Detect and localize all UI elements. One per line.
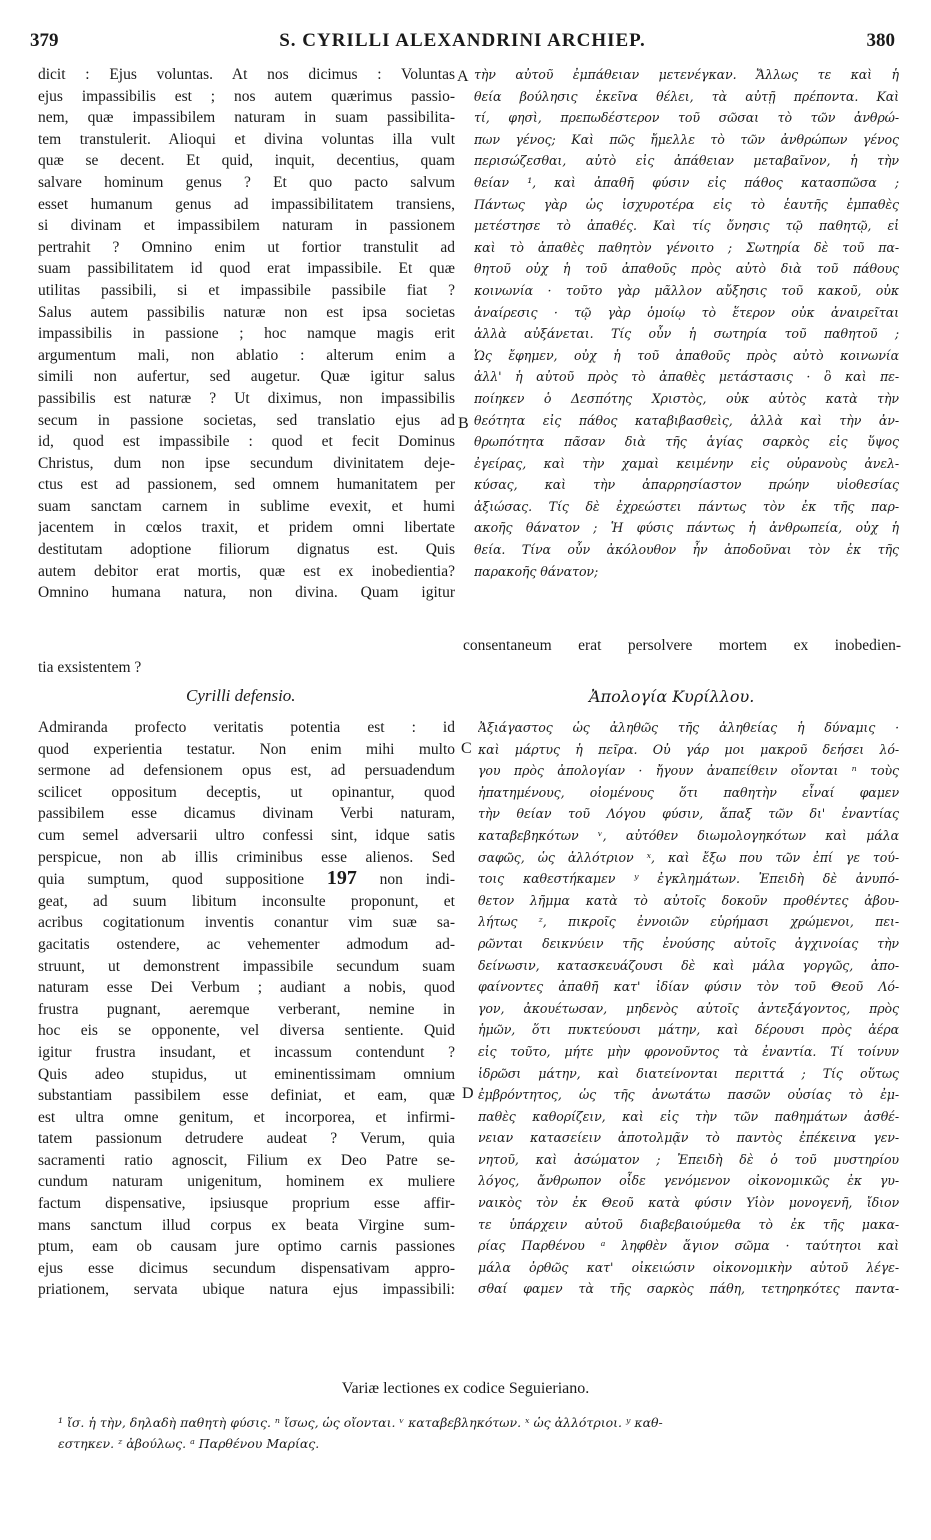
greek-column-bottom bbox=[478, 717, 899, 1300]
text-line: τὴν αὐτοῦ ἐμπάθειαν μετενέγκαν. Ἄλλως τε καὶ ἡ bbox=[474, 67, 899, 82]
text-line: autem debitor erat mortis, quæ est ex inobedientia? bbox=[38, 562, 455, 580]
text-line: κύσας, καὶ τὴν ἀπαρρησίαστον πρώην υἱοθεσίας bbox=[474, 477, 899, 493]
text-line: Πάντως γὰρ ὡς ἰσχυροτέρα εἰς τὸ ἑαυτῆς ἐμπαθὲς bbox=[474, 196, 899, 212]
text-line: perspicue, non ab illis criminibus esse alienos. Sed bbox=[38, 848, 455, 866]
text-line: suam passibilitatem id quod erat impassibile. Et quæ bbox=[38, 260, 455, 278]
text-line: πων γένος; Καὶ πῶς ἤμελλε τὸ τῶν ἀνθρώπων γένος bbox=[474, 131, 899, 147]
variae-lectiones-heading: Variæ lectiones ex codice Seguieriano. bbox=[341, 1380, 590, 1397]
text-line: impassibilis in passione ; hoc namque magis erit bbox=[38, 325, 455, 343]
text-line: hoc eis se opponente, vel diversa sentiente. Quid bbox=[38, 1022, 455, 1040]
text-line: ἀξιώσας. Τίς δὲ ἐχρεώστει πάντως τὸν ἐκ τῆς παρ- bbox=[474, 498, 899, 514]
text-line: acribus cogitationum inventis conantur vim suæ sa- bbox=[38, 914, 455, 932]
text-line: ρίας Παρθένου ᵃ ληφθὲν ἅγιον σῶμα · ταύτητοι καὶ bbox=[478, 1238, 899, 1254]
text-line: argumentum mali, non ablatio : alterum enim a bbox=[38, 346, 455, 364]
text-line: Omnino humana natura, non divina. Quam igitur bbox=[38, 584, 455, 602]
text-line: λήτως ᶻ, πικροῖς ἐννοιῶν εὑρήμασι χρώμενοι, πει- bbox=[478, 914, 899, 930]
column-number: 197 bbox=[326, 867, 357, 890]
text-line: simili non aufertur, sed augetur. Quæ igitur salus bbox=[38, 368, 455, 386]
text-line: est ultra omne genitum, et incorporea, et infirmi- bbox=[38, 1108, 455, 1126]
text-line: nem, quæ impassibilem naturam in suam passibilita- bbox=[38, 109, 455, 127]
text-line: factum dispensative, ipsiusque proprium esse affir- bbox=[38, 1195, 455, 1213]
text-line: Quis adeo stupidus, ut eminentissimam omnium bbox=[38, 1065, 455, 1083]
text-line: destitutam adoptione filiorum dignatus est. Quis bbox=[38, 541, 455, 559]
greek-section-title: Ἀπολογία Κυρίλλου. bbox=[589, 687, 755, 706]
margin-mark-a: A bbox=[457, 68, 469, 85]
text-line: ejus esse dicimus secundum dispensativam appro- bbox=[38, 1259, 455, 1277]
latin-section-title: Cyrilli defensio. bbox=[186, 686, 296, 705]
text-line: Salus autem passibilis naturæ non est ipsa societas bbox=[38, 303, 455, 321]
text-line: ρῶνται δεικνύειν τῆς ἐνούσης αὐτοῖς ἀγχινοίας τὴν bbox=[478, 935, 899, 951]
text-line: consentaneum erat persolvere mortem ex inobedien- bbox=[463, 637, 901, 654]
margin-mark-c: C bbox=[461, 740, 472, 757]
text-fragment: non indi- bbox=[379, 871, 455, 889]
text-line: Admiranda profecto veritatis potentia est : id bbox=[38, 719, 455, 736]
text-line: εστηκεν. ᶻ ἀβούλως. ᵃ Παρθένου Μαρίας. bbox=[58, 1436, 320, 1451]
text-line: geat, ad suum libitum inconsulte proponunt, et bbox=[38, 892, 455, 910]
text-line: tem transtulerit. Alioqui et divina voluntas illa vult bbox=[38, 130, 455, 148]
text-fragment: quia sumptum, quod suppositione bbox=[38, 871, 305, 889]
text-line: secum in passione societas, sed translatio ejus ad bbox=[38, 411, 455, 429]
text-line: sermone ad defensionem opus est, ad persuadendum bbox=[38, 762, 455, 780]
text-line: mans sanctum illud corpus ex beata Virgine sum- bbox=[38, 1216, 455, 1234]
text-line: θετον λῆμμα κατὰ τὸ αὐτοῖς δοκοῦν προθέντες ἀβου- bbox=[478, 892, 899, 908]
text-line: ¹ ἴσ. ἡ τὴν, δηλαδὴ παθητὴ φύσις. ⁿ ἴσως, ὡς οἴονται. ᵛ καταβεβληκότων. ˣ ὡς ἀλλότριοι. ʸ καθ- bbox=[58, 1415, 663, 1430]
text-line: θείαν ¹, καὶ ἀπαθῆ φύσιν εἰς πάθος κατασπῶσα ; bbox=[474, 174, 899, 190]
text-line: tatem passionum detrudere audeat ? Verum, quia bbox=[38, 1130, 455, 1148]
latin-column-top bbox=[38, 64, 455, 604]
text-line: περισώζεσθαι, αὐτὸ εἰς ἀπάθειαν μεταβαῖνον, ἡ τὴν bbox=[474, 153, 899, 169]
text-line: θεότητα εἰς πάθος καταβιβασθεὶς, ἀλλὰ καὶ τὴν ἀν- bbox=[474, 412, 899, 428]
text-line: Ὡς ἔφημεν, οὐχ ἡ τοῦ ἀπαθοῦς πρὸς αὐτὸ κοινωνία bbox=[474, 347, 899, 363]
margin-mark-b: B bbox=[458, 415, 469, 432]
text-line: κοινωνία · τοῦτο γὰρ μᾶλλον αὔξησις τοῦ κακοῦ, οὐκ bbox=[474, 282, 899, 298]
margin-mark-d: D bbox=[462, 1085, 474, 1102]
latin-column-bottom bbox=[38, 717, 455, 1301]
text-line: id, quod est impassibile : quod et fecit Dominus bbox=[38, 433, 455, 451]
text-line: priationem, servata ubique natura ejus impassibili: bbox=[38, 1281, 455, 1299]
text-line: quæ se decent. Et quid, inquit, decentius, quam bbox=[38, 152, 455, 170]
text-line: τοις καθεστήκαμεν ʸ ἐγκλημάτων. Ἐπειδὴ δὲ ἀνυπό- bbox=[478, 871, 899, 887]
text-line: μετέστησε τὸ ἀπαθές. Καὶ τίς ὄνησις τῷ παθητῷ, εἰ bbox=[474, 218, 899, 234]
text-line: struunt, ut demonstrent impassibile secundum suam bbox=[38, 957, 455, 975]
text-line: ναικὸς τὸν ἐκ Θεοῦ κατὰ φύσιν Υἱὸν μονογενῆ, ἴδιον bbox=[478, 1195, 899, 1211]
greek-column-top bbox=[474, 64, 899, 582]
text-line: suam sanctam carnem in sublime evexit, et humi bbox=[38, 497, 455, 515]
text-line: passibilem esse dicamus divinam Verbi naturam, bbox=[38, 805, 455, 823]
text-line: igitur frustra insudant, et incassum contendunt ? bbox=[38, 1043, 455, 1061]
text-line: ἐμβρόντητος, ὡς τῆς ἀνωτάτω πασῶν οὐσίας τὸ ἐμ- bbox=[478, 1087, 899, 1103]
text-line: θρωπότητα πᾶσαν διὰ τῆς ἁγίας σαρκὸς εἰς ὕψος bbox=[474, 434, 899, 450]
text-line: φαίνοντες ἀπαθῆ κατ' ἰδίαν φύσιν τὸν τοῦ Θεοῦ Λό- bbox=[478, 979, 899, 995]
text-line: cundum naturam unigenitum, hominem ex muliere bbox=[38, 1173, 455, 1191]
latin-bridge-line bbox=[463, 635, 901, 657]
text-line: καὶ τὸ ἀπαθὲς παθητὸν γένοιτο ; Σωτηρία δὲ τοῦ πα- bbox=[474, 239, 899, 255]
text-line: salvare hominum genus ? Et quo pacto salvum bbox=[38, 173, 455, 191]
text-line: frustra pugnant, aeremque verberant, nemine in bbox=[38, 1000, 455, 1018]
text-line: σαφῶς, ὡς ἀλλότριον ˣ, καὶ ἔξω που τῶν ἐπί γε τού- bbox=[478, 849, 899, 865]
text-line: scilicet oppositum deceptis, ut opinantur, quod bbox=[38, 783, 455, 801]
text-line: ἀναίρεσις · τῷ γὰρ ὁμοίῳ τὸ ἕτερον οὐκ ἀναιρεῖται bbox=[474, 304, 899, 320]
page-number-left: 379 bbox=[30, 30, 59, 51]
text-line: καταβεβηκότων ᵛ, αὐτόθεν διωμολογηκότων καὶ μάλα bbox=[478, 827, 899, 843]
text-line: λόγος, ἄνθρωπον οἶδε γενόμενον οἰκονομικῶς ἐκ γυ- bbox=[478, 1173, 899, 1189]
text-line: ακοῆς θάνατον ; Ἡ φύσις πάντως ἡ ἀνθρωπεία, οὐχ ἡ bbox=[474, 520, 899, 536]
text-line: γον, ἀκουέτωσαν, μηδενὸς αὐτοῖς ἀντεξάγοντος, πρὸς bbox=[478, 1000, 899, 1016]
text-line: τί, φησὶ, πρεπωδέστερον τοῦ σῶσαι τὸ τῶν ἀνθρώ- bbox=[474, 110, 899, 126]
text-line: ἀλλὰ αὐξάνεται. Τίς οὖν ἡ σωτηρία τοῦ παθητοῦ ; bbox=[474, 326, 899, 342]
text-line: νειαν κατασείειν ἀποτολμᾷν τὸ παντὸς ἐπέκεινα γεν- bbox=[478, 1130, 899, 1146]
text-line: gacitatis ostendere, ac vehementer admodum ad- bbox=[38, 935, 455, 953]
text-line: εἰς τοῦτο, μήτε μὴν φρονοῦντος τὰ ἐναντία. Τί τοίνυν bbox=[478, 1043, 899, 1059]
text-line: καὶ μάρτυς ἡ πεῖρα. Οὐ γάρ μοι μακροῦ δεήσει λό- bbox=[478, 741, 899, 757]
running-header bbox=[30, 30, 895, 56]
text-line: esset humanum genus ad impassibilitatem transiens, bbox=[38, 195, 455, 213]
text-line: ctus est ad passionem, sed omnem humanitatem per bbox=[38, 476, 455, 494]
text-line: ejus impassibilis est ; nos autem quærimus passio- bbox=[38, 87, 455, 105]
text-line: substantiam passibilem esse definiat, et eam, quæ bbox=[38, 1087, 455, 1105]
text-line: σθαί φαμεν τὰ τῆς σαρκὸς πάθη, τετηρηκότες παντα- bbox=[478, 1281, 899, 1297]
running-title: S. CYRILLI ALEXANDRINI ARCHIEP. bbox=[279, 30, 646, 51]
text-line: παρακοῆς θάνατον; bbox=[474, 563, 599, 579]
text-line: passibilis est naturæ ? Ut diximus, non impassibilis bbox=[38, 389, 455, 407]
text-line: ἱδρῶσι μάτην, καὶ διατείνονται περιττά ; Τίς οὕτως bbox=[478, 1065, 899, 1081]
text-line: νητοῦ, καὶ ἀσώματον ; Ἐπειδὴ δὲ ὁ τοῦ μυστηρίου bbox=[478, 1151, 899, 1167]
text-line: θεία. Τίνα οὖν ἀκόλουθον ἦν ἀποδοῦναι τὸν ἐκ τῆς bbox=[474, 542, 899, 558]
text-line: ποίηκεν ὁ Δεσπότης Χριστὸς, οὐκ αὐτὸς κατὰ τὴν bbox=[474, 390, 899, 406]
text-line: cum semel adversarii ultro confessi sint, idque satis bbox=[38, 826, 455, 844]
text-line: si divinam et impassibilem naturam in passionem bbox=[38, 217, 455, 235]
text-line: ἀλλ' ἡ αὐτοῦ πρὸς τὸ ἀπαθὲς μετάστασις · ὃ καὶ πε- bbox=[474, 369, 899, 385]
text-line: naturam esse Dei Verbum ; audiant a nobis, quod bbox=[38, 979, 455, 997]
text-line: ἡμῶν, ὅτι πυκτεύουσι μάτην, καὶ δέρουσι πρὸς ἀέρα bbox=[478, 1022, 899, 1038]
text-line: sacramenti ratio agnoscit, Filium ex Deo Patre se- bbox=[38, 1151, 455, 1169]
text-line: τὴν θείαν τοῦ Λόγου φύσιν, ἅπαξ τῶν δι' ἐναντίας bbox=[478, 806, 899, 822]
text-line: jacentem in cœlos traxit, et pridem omni libertate bbox=[38, 519, 455, 537]
text-line: παθὲς καθορίζειν, καὶ εἰς τὴν τῶν παθημάτων ἀσθέ- bbox=[478, 1108, 899, 1124]
text-line: dicit : Ejus voluntas. At nos dicimus : Voluntas bbox=[38, 66, 455, 83]
text-line: θητοῦ οὐχ ἡ τοῦ ἀπαθοῦς πρὸς αὐτὸ διὰ τοῦ πάθους bbox=[474, 261, 899, 277]
text-line: δείνωσιν, κατασκευάζουσι δὲ καὶ μάλα γοργῶς, ἀπο- bbox=[478, 957, 899, 973]
footnotes bbox=[58, 1412, 887, 1454]
text-line: Ἀξιάγαστος ὡς ἀληθῶς τῆς ἀληθείας ἡ δύναμις · bbox=[478, 720, 899, 735]
text-line bbox=[38, 868, 455, 891]
page-number-right: 380 bbox=[866, 30, 895, 51]
text-line: utilitas passibili, si et impassibile passibile fiat ? bbox=[38, 281, 455, 299]
latin-last-line bbox=[38, 657, 455, 679]
text-line: θεία βούλησις ἐκεῖνα θέλει, τὰ αὐτῇ πρέποντα. Καὶ bbox=[474, 88, 899, 104]
text-line: μάλα ὀρθῶς κατ' οἰκειώσιν οἰκονομικὴν αὐτοῦ λέγε- bbox=[478, 1259, 899, 1275]
text-line: quod experientia testatur. Non enim mihi multo bbox=[38, 740, 455, 758]
text-line: τε ὑπάρχειν αὐτοῦ διαβεβαιούμεθα τὸ ἐκ τῆς μακα- bbox=[478, 1216, 899, 1232]
text-line: ἐγείρας, καὶ τὴν χαμαὶ κειμένην εἰς οὐρανοὺς ἀνελ- bbox=[474, 455, 899, 471]
text-line: tia exsistentem ? bbox=[38, 659, 142, 676]
text-line: ptum, eam ob causam jure optimo carnis passiones bbox=[38, 1238, 455, 1256]
text-line: Christus, dum non ipse secundum divinitatem deje- bbox=[38, 454, 455, 472]
text-line: ἠπατημένους, οἰομένους ὅτι παθητὴν εἶναί φαμεν bbox=[478, 784, 899, 800]
text-line: pertrahit ? Omnino enim ut fortior transtulit ad bbox=[38, 238, 455, 256]
text-line: γου πρὸς ἀπολογίαν · ἤγουν ἀναπείθειν οἴονται ⁿ τοὺς bbox=[478, 763, 899, 779]
